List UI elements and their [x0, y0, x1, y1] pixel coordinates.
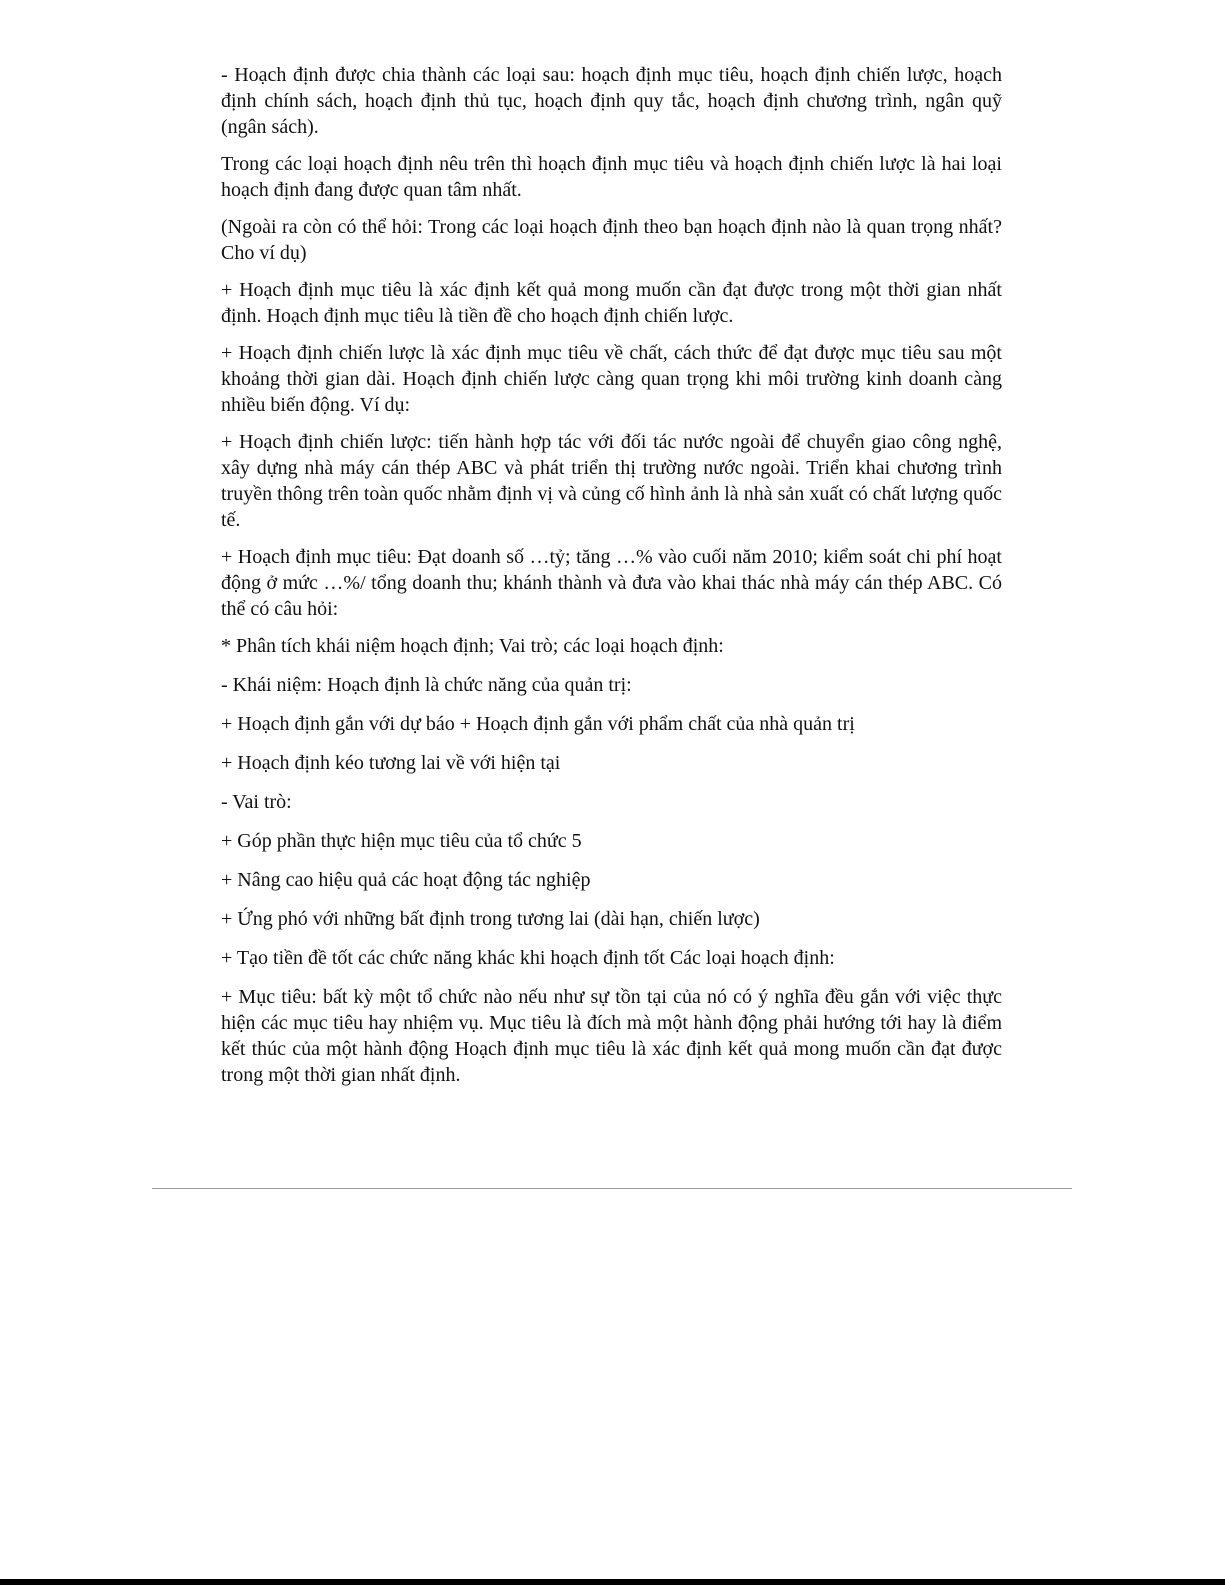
paragraph: - Vai trò:: [221, 791, 292, 813]
paragraph: * Phân tích khái niệm hoạch định; Vai trò; các loại hoạch định:: [221, 635, 724, 657]
paragraph: Trong các loại hoạch định nêu trên thì hoạch định mục tiêu và hoạch định chiến lược là hai loại hoạch định đang được quan tâm nhất.: [221, 153, 1002, 201]
paragraph: + Nâng cao hiệu quả các hoạt động tác nghiệp: [221, 869, 591, 891]
paragraph: + Ứng phó với những bất định trong tương lai (dài hạn, chiến lược): [221, 908, 760, 930]
paragraph: + Hoạch định chiến lược là xác định mục tiêu về chất, cách thức để đạt được mục tiêu sau một khoảng thời gian dài. Hoạch định chiến lược càng quan trọng khi môi trường kinh doanh càng nhiều biến động. Ví dụ:: [221, 342, 1002, 416]
document-body: [221, 62, 1002, 1099]
page-bottom-edge: [0, 1579, 1225, 1585]
paragraph: + Mục tiêu: bất kỳ một tổ chức nào nếu như sự tồn tại của nó có ý nghĩa đều gắn với việc thực hiện các mục tiêu hay nhiệm vụ. Mục tiêu là đích mà một hành động phải hướng tới hay là điểm kết thúc của một hành động Hoạch định mục tiêu là xác định kết quả mong muốn cần đạt được trong một thời gian nhất định.: [221, 986, 1002, 1086]
paragraph: + Hoạch định kéo tương lai về với hiện tại: [221, 752, 561, 774]
paragraph: + Tạo tiền đề tốt các chức năng khác khi hoạch định tốt Các loại hoạch định:: [221, 947, 835, 969]
page-divider: [152, 1188, 1072, 1189]
paragraph: + Hoạch định mục tiêu: Đạt doanh số …tỷ; tăng …% vào cuối năm 2010; kiểm soát chi phí hoạt động ở mức …%/ tổng doanh thu; khánh thành và đưa vào khai thác nhà máy cán thép ABC. Có thể có câu hỏi:: [221, 546, 1002, 620]
paragraph: + Hoạch định chiến lược: tiến hành hợp tác với đối tác nước ngoài để chuyển giao công nghệ, xây dựng nhà máy cán thép ABC và phát triển thị trường nước ngoài. Triển khai chương trình truyền thông trên toàn quốc nhằm định vị và củng cố hình ảnh là nhà sản xuất có chất lượng quốc tế.: [221, 431, 1002, 531]
paragraph: - Khái niệm: Hoạch định là chức năng của quản trị:: [221, 674, 632, 696]
paragraph: - Hoạch định được chia thành các loại sau: hoạch định mục tiêu, hoạch định chiến lược, hoạch định chính sách, hoạch định thủ tục, hoạch định quy tắc, hoạch định chương trình, ngân quỹ (ngân sách).: [221, 64, 1002, 138]
paragraph: (Ngoài ra còn có thể hỏi: Trong các loại hoạch định theo bạn hoạch định nào là quan trọng nhất? Cho ví dụ): [221, 216, 1002, 264]
paragraph: + Hoạch định mục tiêu là xác định kết quả mong muốn cần đạt được trong một thời gian nhất định. Hoạch định mục tiêu là tiền đề cho hoạch định chiến lược.: [221, 279, 1002, 327]
paragraph: + Góp phần thực hiện mục tiêu của tổ chức 5: [221, 830, 582, 852]
paragraph: + Hoạch định gắn với dự báo + Hoạch định gắn với phẩm chất của nhà quản trị: [221, 713, 855, 735]
